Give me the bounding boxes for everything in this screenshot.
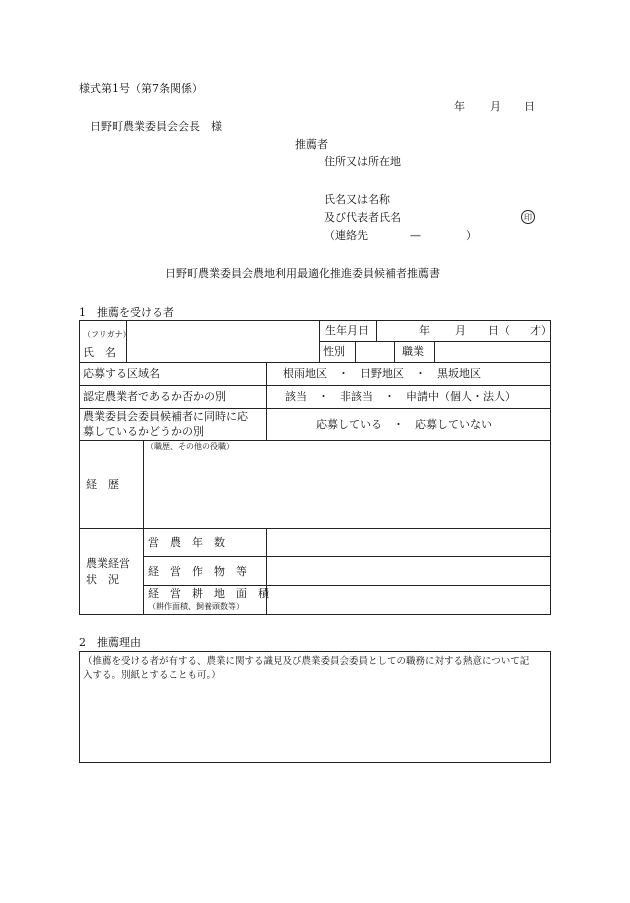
contact-dash: — <box>410 229 421 242</box>
certified-label: 認定農業者であるか否かの別 <box>83 390 226 403</box>
reason-box <box>79 651 551 763</box>
career-label: 経 歴 <box>86 478 119 491</box>
farm-crops-label: 経 営 作 物 等 <box>148 565 247 578</box>
contact-label: （連絡先 <box>324 229 368 242</box>
furigana-label: （フリガナ） <box>83 330 131 339</box>
reason-note-2: 入する。別紙とすることも可。） <box>83 670 221 681</box>
addressee: 日野町農業委員会会長 様 <box>90 120 222 133</box>
date-month: 月 <box>490 100 501 113</box>
name-label-1: 氏名又は名称 <box>324 193 390 206</box>
contact-close: ） <box>466 229 477 242</box>
sex-label: 性別 <box>323 345 345 358</box>
farm-area-label: 経 営 耕 地 面 積 <box>148 587 269 600</box>
birth-month: 月 <box>455 324 466 337</box>
section2-heading: 2 推薦理由 <box>79 636 141 649</box>
reason-note-1: （推薦を受ける者が有する、農業に関する識見及び農業委員会委員としての職務に対する熱意について記 <box>83 656 530 667</box>
date-day: 日 <box>524 100 535 113</box>
birth-age: 才） <box>530 324 552 337</box>
farm-status-label-2: 状 況 <box>86 573 119 586</box>
form-number: 様式第1号（第7条関係） <box>79 82 203 95</box>
birthdate-label: 生年月日 <box>325 324 369 337</box>
name-label-2: 及び代表者氏名 <box>324 211 401 224</box>
job-label: 職業 <box>402 345 424 358</box>
concurrent-label-1: 農業委員会委員候補者に同時に応 <box>83 410 248 423</box>
farm-status-label-1: 農業経営 <box>86 557 130 570</box>
date-year: 年 <box>454 100 465 113</box>
concurrent-label-2: 募しているかどうかの別 <box>83 425 204 438</box>
birth-day: 日（ <box>488 324 510 337</box>
concurrent-options: 応募している ・ 応募していない <box>316 418 492 431</box>
address-label: 住所又は所在地 <box>324 155 401 168</box>
farm-area-note: （耕作面積、飼養頭数等） <box>148 602 244 611</box>
document-title: 日野町農業委員会農地利用最適化推進委員候補者推薦書 <box>165 267 440 280</box>
recommender-label: 推薦者 <box>295 138 328 151</box>
section1-heading: 1 推薦を受ける者 <box>79 306 174 319</box>
area-options: 根雨地区 ・ 日野地区 ・ 黒坂地区 <box>283 367 481 380</box>
farm-years-label: 営 農 年 数 <box>148 536 225 549</box>
seal-icon: 印 <box>521 210 535 224</box>
career-note: （職歴、その他の役職） <box>146 442 234 451</box>
certified-options: 該当 ・ 非該当 ・ 申請中（個人・法人） <box>285 390 516 403</box>
name-label: 氏 名 <box>83 346 116 359</box>
birth-year: 年 <box>419 324 430 337</box>
area-label: 応募する区域名 <box>83 367 160 380</box>
